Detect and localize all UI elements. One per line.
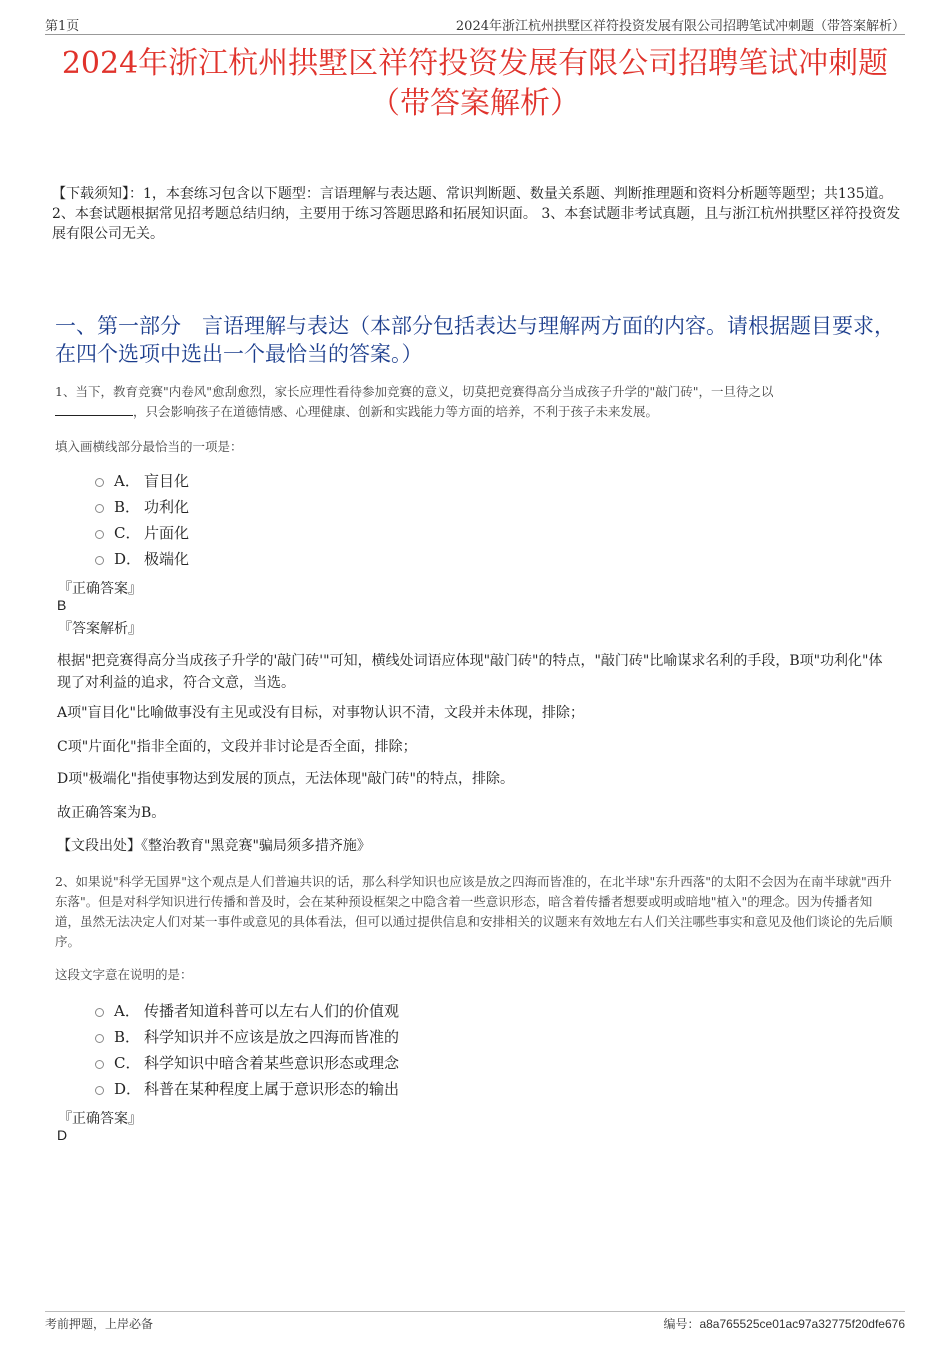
option-b[interactable]	[95, 1023, 399, 1049]
option-letter: A．	[114, 1001, 140, 1020]
option-a[interactable]	[95, 997, 399, 1023]
download-notice: 【下载须知】：1，本套练习包含以下题型：言语理解与表达题、常识判断题、数量关系题、判断推理题和资料分析题等题型；共135道。 2、本套试题根据常见招考题总结归纳，主要用于练习答题思路和拓展知识面。 3、本套试题非考试真题，且与浙江杭州拱墅区祥符投资发展有限公司无关。	[52, 186, 901, 242]
radio-icon[interactable]	[95, 530, 104, 539]
answer-value: B	[57, 597, 67, 613]
radio-icon[interactable]	[95, 1008, 104, 1017]
analysis-label: 『答案解析』	[58, 621, 142, 637]
option-letter: C．	[114, 1053, 141, 1072]
radio-icon[interactable]	[95, 1034, 104, 1043]
option-letter: C．	[114, 523, 141, 542]
answer-label: 『正确答案』	[58, 1111, 142, 1127]
radio-icon[interactable]	[95, 504, 104, 513]
section-heading: 一、第一部分 言语理解与表达（本部分包括表达与理解两方面的内容。请根据题目要求，在四个选项中选出一个最恰当的答案。）	[55, 314, 895, 366]
question-2-options	[95, 997, 399, 1101]
option-letter: B．	[114, 1027, 141, 1046]
option-a[interactable]	[95, 467, 189, 493]
question-1-text-part2: ，只会影响孩子在道德情感、心理健康、创新和实践能力等方面的培养，不利于孩子未来发展。	[133, 404, 659, 419]
option-letter: D．	[114, 1079, 142, 1098]
document-title	[40, 44, 910, 124]
option-letter: A．	[114, 471, 140, 490]
option-d[interactable]	[95, 1075, 399, 1101]
footer-slogan: 考前押题，上岸必备	[45, 1317, 154, 1331]
document-code	[663, 1315, 905, 1332]
question-1-options	[95, 467, 189, 571]
answer-label: 『正确答案』	[58, 581, 142, 597]
option-text: 科普在某种程度上属于意识形态的输出	[144, 1079, 400, 1098]
radio-icon[interactable]	[95, 1060, 104, 1069]
option-letter: B．	[114, 497, 141, 516]
option-b[interactable]	[95, 493, 189, 519]
analysis-paragraph-4: D项"极端化"指使事物达到发展的顶点，无法体现"敲门砖"的特点，排除。	[57, 771, 514, 787]
option-text: 片面化	[144, 523, 190, 542]
analysis-paragraph-1: 根据"把竞赛得高分当成孩子升学的'敲门砖'"可知，横线处词语应体现"敲门砖"的特点，"敲门砖"比喻谋求名利的手段，B项"功利化"体现了对利益的追求，符合文意，当选。	[57, 653, 883, 691]
option-text: 传播者知道科普可以左右人们的价值观	[144, 1001, 400, 1020]
analysis-paragraph-2: A项"盲目化"比喻做事没有主见或没有目标，对事物认识不清，文段并未体现，排除；	[57, 705, 584, 721]
option-c[interactable]	[95, 519, 189, 545]
option-text: 科学知识中暗含着某些意识形态或理念	[144, 1053, 400, 1072]
question-2-prompt: 这段文字意在说明的是：	[55, 967, 193, 982]
option-text: 功利化	[144, 497, 190, 516]
analysis-paragraph-3: C项"片面化"指非全面的，文段并非讨论是否全面，排除；	[57, 739, 417, 755]
option-d[interactable]	[95, 545, 189, 571]
option-c[interactable]	[95, 1049, 399, 1075]
page-number: 第1页	[45, 19, 80, 34]
option-text: 科学知识并不应该是放之四海而皆准的	[144, 1027, 400, 1046]
footer-divider	[45, 1311, 905, 1312]
analysis-conclusion: 故正确答案为B。	[57, 805, 166, 821]
passage-source: 【文段出处】《整治教育"黑竞赛"骗局须多措齐施》	[57, 838, 371, 854]
header-divider	[45, 34, 905, 35]
radio-icon[interactable]	[95, 1086, 104, 1095]
radio-icon[interactable]	[95, 556, 104, 565]
document-code-label: 编号：	[663, 1317, 700, 1331]
question-1-prompt: 填入画横线部分最恰当的一项是：	[55, 439, 243, 454]
question-2-text: 2、如果说"科学无国界"这个观点是人们普遍共识的话，那么科学知识也应该是放之四海而皆准的，在北半球"东升西落"的太阳不会因为在南半球就"西升东落"。但是对科学知识进行传播和普及时，会在某种预设框架之中隐含着一些意识形态，暗含着传播者想要或明或暗地"植入"的理念。因为传播者知道，虽然无法决定人们对某一事件或意见的具体看法，但可以通过提供信息和安排相关的议题来有效地左右人们关注哪些事实和意见及他们谈论的先后顺序。	[55, 874, 893, 949]
title-line-1: 2024年浙江杭州拱墅区祥符投资发展有限公司招聘笔试冲刺题	[61, 46, 889, 81]
document-code-value: a8a765525ce01ac97a32775f20dfe676	[699, 1317, 905, 1331]
running-header-title: 2024年浙江杭州拱墅区祥符投资发展有限公司招聘笔试冲刺题（带答案解析）	[455, 19, 905, 34]
option-letter: D．	[114, 549, 142, 568]
question-1-text-part1: 1、当下，教育竞赛"内卷风"愈刮愈烈，家长应理性看待参加竞赛的意义，切莫把竞赛得高分当成孩子升学的"敲门砖"，一旦待之以	[55, 384, 774, 399]
option-text: 极端化	[144, 549, 190, 568]
title-line-2: （带答案解析）	[370, 86, 580, 121]
option-text: 盲目化	[144, 471, 190, 490]
fill-blank	[55, 403, 133, 416]
answer-value: D	[57, 1127, 68, 1143]
radio-icon[interactable]	[95, 478, 104, 487]
question-1-text	[55, 382, 895, 422]
